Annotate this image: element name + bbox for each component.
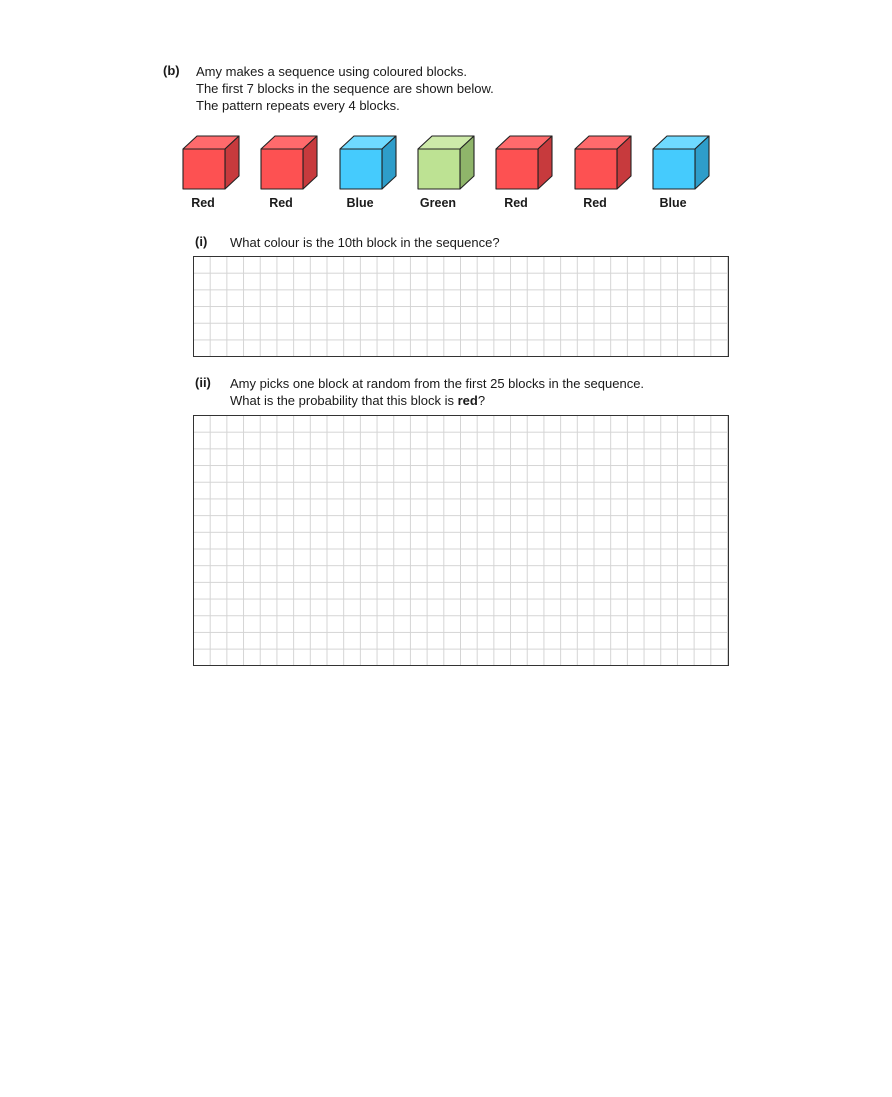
block-6-front-face <box>575 149 617 189</box>
block-5-cube-icon <box>494 134 554 214</box>
part-ii-question-line-1: Amy picks one block at random from the first 25 blocks in the sequence. <box>230 376 645 391</box>
block-4-front-face <box>418 149 460 189</box>
block-1-side-face <box>225 136 239 189</box>
block-4-top-face <box>418 136 474 149</box>
block-1-front-face <box>183 149 225 189</box>
block-3-side-face <box>382 136 396 189</box>
intro-line-2: The first 7 blocks in the sequence are shown below. <box>196 81 494 96</box>
part-i-answer-box[interactable] <box>193 256 729 357</box>
part-b-label: (b) <box>163 63 180 78</box>
intro-line-1: Amy makes a sequence using coloured blocks. <box>196 64 467 79</box>
part-i-question: What colour is the 10th block in the sequence? <box>230 235 500 250</box>
block-6-label: Red <box>583 196 607 210</box>
block-6-side-face <box>617 136 631 189</box>
block-sequence <box>0 0 892 230</box>
block-5-label: Red <box>504 196 528 210</box>
part-i-label: (i) <box>195 234 208 249</box>
intro-line-3: The pattern repeats every 4 blocks. <box>196 98 400 113</box>
block-5-top-face <box>496 136 552 149</box>
block-1-top-face <box>183 136 239 149</box>
block-2-front-face <box>261 149 303 189</box>
block-7-top-face <box>653 136 709 149</box>
block-3-label: Blue <box>346 196 374 210</box>
block-3-cube-icon <box>338 134 398 214</box>
part-ii-question <box>230 375 644 409</box>
part-ii-question-emphasis: red <box>457 393 478 408</box>
block-1-cube-icon <box>181 134 241 214</box>
block-7-cube-icon <box>651 134 711 214</box>
block-3-top-face <box>340 136 396 149</box>
block-7-label: Blue <box>659 196 687 210</box>
part-ii-question-suffix: ? <box>477 393 486 408</box>
block-1-label: Red <box>191 196 215 210</box>
block-2-top-face <box>261 136 317 149</box>
block-7-side-face <box>695 136 709 189</box>
block-2-label: Red <box>269 196 293 210</box>
part-ii-label: (ii) <box>195 375 211 390</box>
block-3-front-face <box>340 149 382 189</box>
block-7-front-face <box>653 149 695 189</box>
block-5-side-face <box>538 136 552 189</box>
part-ii-question-line-2 <box>230 392 644 409</box>
block-4-cube-icon <box>416 134 476 214</box>
block-2-side-face <box>303 136 317 189</box>
part-ii-question-prefix: What is the probability that this block is <box>230 393 458 408</box>
block-5-front-face <box>496 149 538 189</box>
block-4-label: Green <box>419 196 457 210</box>
block-4-side-face <box>460 136 474 189</box>
block-6-cube-icon <box>573 134 633 214</box>
block-6-top-face <box>575 136 631 149</box>
block-2-cube-icon <box>259 134 319 214</box>
part-ii-answer-box[interactable] <box>193 415 729 666</box>
part-b-intro <box>196 63 494 114</box>
